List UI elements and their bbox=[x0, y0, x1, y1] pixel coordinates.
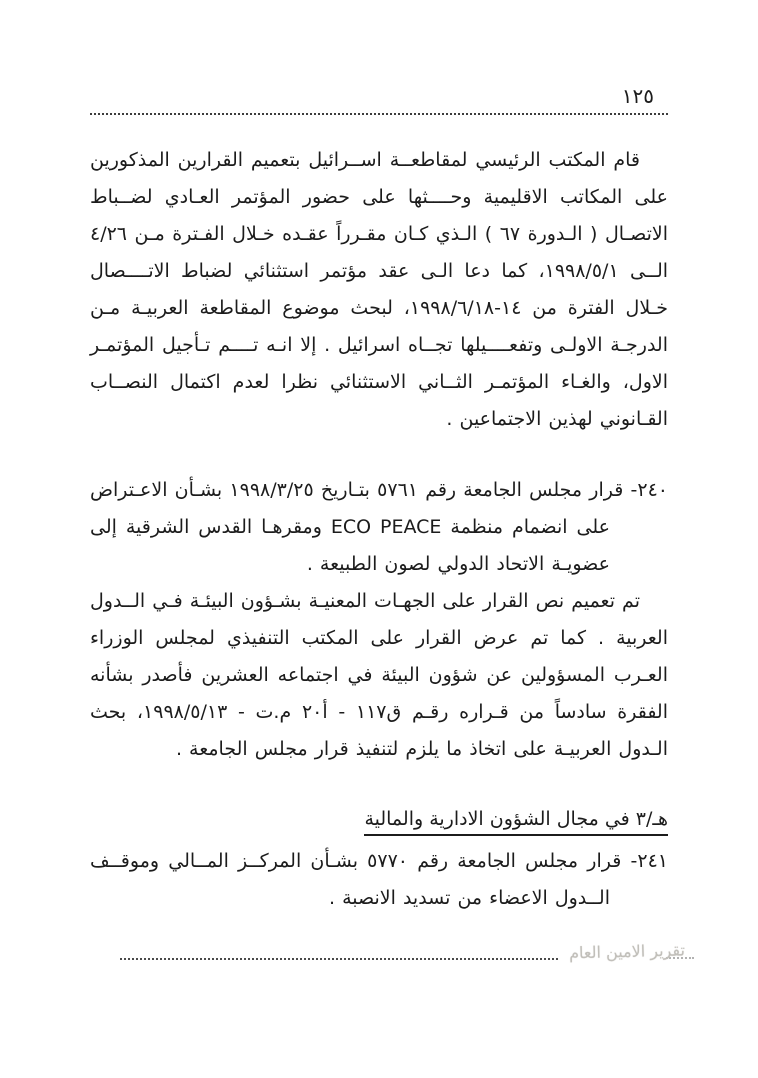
page-number: ١٢٥ bbox=[621, 84, 654, 108]
item-241-text: قرار مجلس الجامعة رقم ٥٧٧٠ بشـأن المركــز المــالي وموقــف الــدول الاعضاء من تسديد الانصبة . bbox=[90, 850, 622, 909]
item-241-number: ٢٤١- bbox=[630, 850, 668, 872]
top-divider bbox=[90, 113, 668, 115]
item-240-number: ٢٤٠- bbox=[630, 479, 668, 501]
item-240-text: قرار مجلس الجامعة رقم ٥٧٦١ بتـاريخ ١٩٩٨/٣/٢٥ بشـأن الاعـتراض على انضمام منظمة ECO PEACE ومقرهـا القدس الشرقية إلى عضويـة الاتحاد الدولي لصون الطبيعة . bbox=[90, 479, 624, 575]
item-240 bbox=[90, 472, 668, 583]
section-heading-wrap bbox=[90, 801, 668, 838]
bottom-divider bbox=[120, 958, 558, 960]
paragraph-boycott-office: قام المكتب الرئيسي لمقاطعــة اســرائيل بتعميم القرارين المذكورين على المكاتب الاقليمية وحــــثها على حضور المؤتمر العـادي لضــباط الاتصـال ( الـدورة ٦٧ ) الـذي كـان مقـرراً عقـده خـلال الفـترة مـن ٤/٢٦ الــى ١٩٩٨/٥/١، كما دعا الـى عقد مؤتمر استثنائي لضباط الاتــــصال خـلال الفترة من ١٤-١٩٩٨/٦/١٨، لبحث موضوع المقاطعة العربيـة مـن الدرجـة الاولـى وتفعــــيلها تجــاه اسرائيل . إلا انـه تــــم تـأجيل المؤتمـر الاول، والغـاء المؤتمـر الثــاني الاستثنائي نظرا لعدم اكتمال النصــاب القـانوني لهذين الاجتماعين . bbox=[90, 149, 669, 430]
item-241 bbox=[90, 843, 668, 917]
section-heading: هـ/٣ في مجال الشؤون الادارية والمالية bbox=[364, 808, 668, 836]
item-240-followup: تم تعميم نص القرار على الجهـات المعنيـة بشـؤون البيئـة فـي الــدول العربية . كما تم عرض القرار على المكتب التنفيذي لمجلس الوزراء العـرب المسؤولين عن شؤون البيئة في اجتماعه العشرين فأصدر بشأنه الفقرة سادساً من قـراره رقـم ق١١٧ - أ٢٠ م.ت - ١٩٩٨/٥/١٣، بحث الـدول العربيـة على اتخاذ ما يلزم لتنفيذ قرار مجلس الجامعة . bbox=[90, 590, 668, 760]
footer-stamp: تقرير الامين العام bbox=[568, 940, 686, 963]
text-column bbox=[90, 0, 668, 917]
